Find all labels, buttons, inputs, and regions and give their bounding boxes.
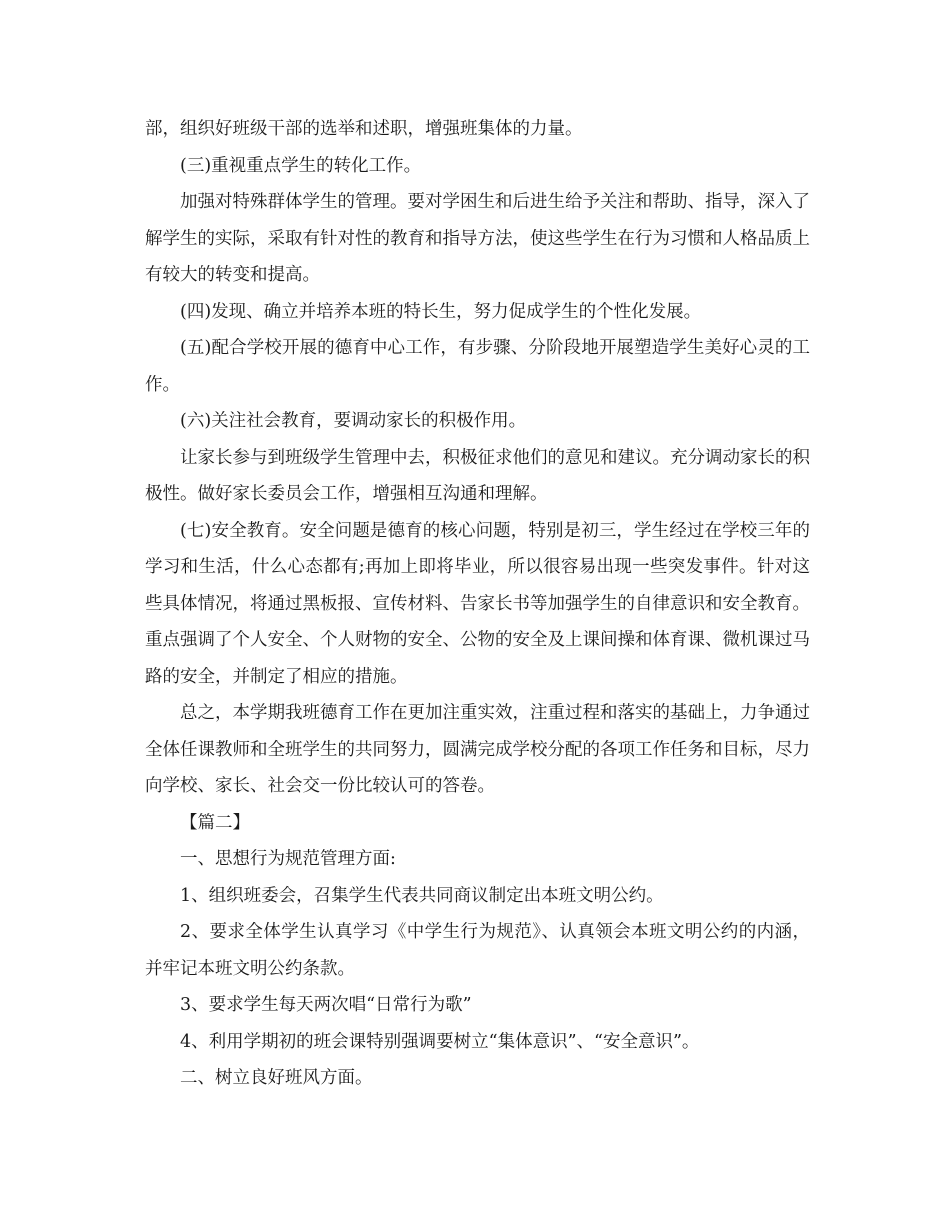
paragraph: 2、要求全体学生认真学习《中学生行为规范》、认真领会本班文明公约的内涵，并牢记本班文明公约条款。 — [145, 922, 810, 979]
paragraph: 一、思想行为规范管理方面: — [180, 849, 396, 869]
paragraph: (六)关注社会教育，要调动家长的积极作用。 — [180, 411, 527, 431]
paragraph: 加强对特殊群体学生的管理。要对学困生和后进生给予关注和帮助、指导，深入了解学生的实际，采取有针对性的教育和指导方法，使这些学生在行为习惯和人格品质上有较大的转变和提高。 — [145, 192, 810, 285]
paragraph: 部，组织好班级干部的选举和述职，增强班集体的力量。 — [145, 119, 583, 139]
paragraph: 二、树立良好班风方面。 — [180, 1068, 373, 1088]
document-body — [145, 111, 810, 1097]
paragraph: 3、要求学生每天两次唱“日常行为歌” — [180, 995, 472, 1015]
paragraph: 总之，本学期我班德育工作在更加注重实效，注重过程和落实的基础上，力争通过全体任课教师和全班学生的共同努力，圆满完成学校分配的各项工作任务和目标，尽力向学校、家长、社会交一份比较认可的答卷。 — [145, 703, 810, 796]
paragraph: 4、利用学期初的班会课特别强调要树立“集体意识”、“安全意识”。 — [180, 1031, 700, 1052]
paragraph: (三)重视重点学生的转化工作。 — [180, 155, 422, 176]
section-heading: 【篇二】 — [180, 812, 250, 833]
paragraph: (五)配合学校开展的德育中心工作，有步骤、分阶段地开展塑造学生美好心灵的工作。 — [145, 338, 810, 395]
paragraph: (七)安全教育。安全问题是德育的核心问题，特别是初三，学生经过在学校三年的学习和生活，什么心态都有;再加上即将毕业，所以很容易出现一些突发事件。针对这些具体情况，将通过黑板报、宣传材料、告家长书等加强学生的自律意识和安全教育。重点强调了个人安全、个人财物的安全、公物的安全及上课间操和体育课、微机课过马路的安全，并制定了相应的措施。 — [145, 520, 810, 687]
paragraph: 让家长参与到班级学生管理中去，积极征求他们的意见和建议。充分调动家长的积极性。做好家长委员会工作，增强相互沟通和理解。 — [145, 447, 810, 504]
paragraph: 1、组织班委会，召集学生代表共同商议制定出本班文明公约。 — [180, 885, 664, 906]
paragraph: (四)发现、确立并培养本班的特长生，努力促成学生的个性化发展。 — [180, 301, 702, 322]
